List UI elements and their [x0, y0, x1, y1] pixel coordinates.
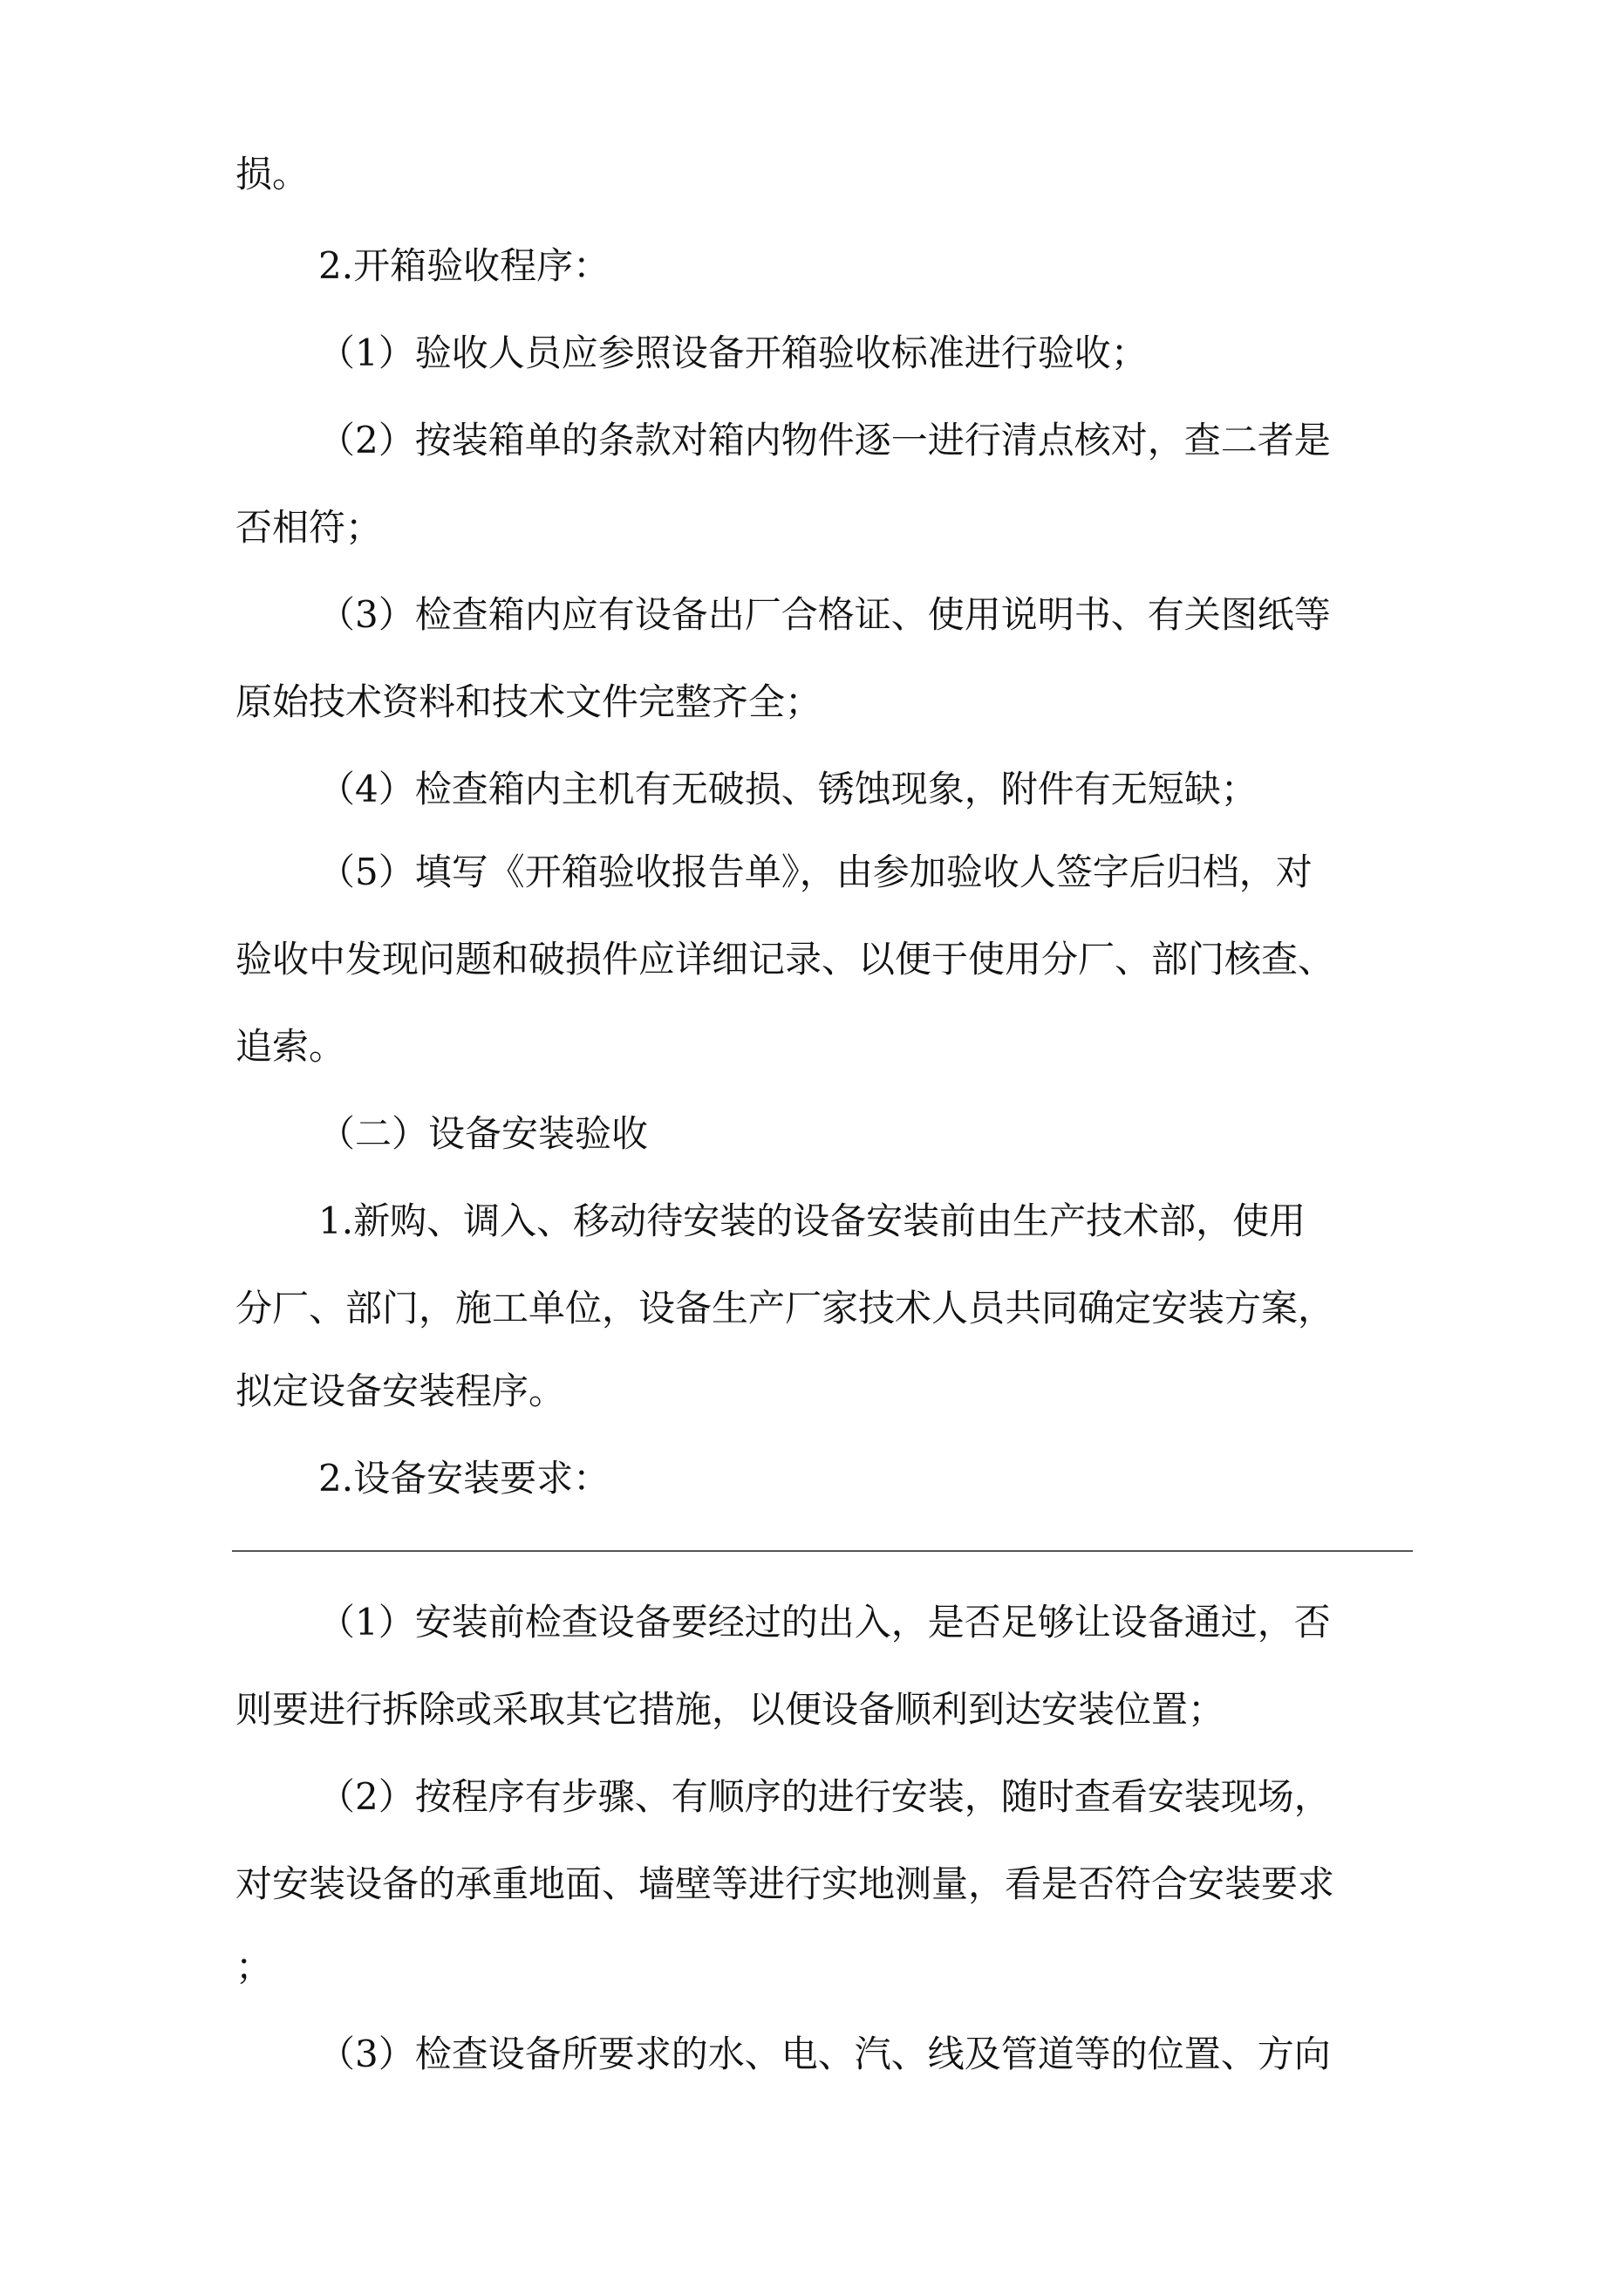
page-divider: [232, 1550, 1413, 1552]
text-line: （3）检查设备所要求的水、电、汽、线及管道等的位置、方向: [318, 2033, 1331, 2075]
text-line: 2.设备安装要求：: [318, 1457, 610, 1500]
text-line: 对安装设备的承重地面、墙壁等进行实地测量，看是否符合安装要求: [235, 1862, 1335, 1905]
text-line: 原始技术资料和技术文件完整齐全；: [235, 680, 822, 723]
text-line: 则要进行拆除或采取其它措施，以便设备顺利到达安装位置；: [235, 1688, 1225, 1731]
section-heading: （二）设备安装验收: [318, 1112, 649, 1155]
text-line: （1）安装前检查设备要经过的出入，是否足够让设备通过，否: [318, 1601, 1331, 1643]
text-line: 2.开箱验收程序：: [318, 244, 610, 287]
text-line: （3）检查箱内应有设备出厂合格证、使用说明书、有关图纸等: [318, 593, 1331, 636]
text-line: （5）填写《开箱验收报告单》，由参加验收人签字后归档，对: [318, 851, 1313, 893]
text-line: （1）验收人员应参照设备开箱验收标准进行验收；: [318, 331, 1148, 374]
text-line: 1.新购、调入、移动待安装的设备安装前由生产技术部，使用: [318, 1199, 1306, 1242]
text-line: 拟定设备安装程序。: [235, 1370, 566, 1412]
text-line: 追索。: [235, 1025, 346, 1068]
text-line: （2）按程序有步骤、有顺序的进行安装，随时查看安装现场，: [318, 1775, 1331, 1818]
text-line: 否相符；: [235, 506, 383, 549]
text-line: 分厂、部门，施工单位，设备生产厂家技术人员共同确定安装方案，: [235, 1287, 1335, 1329]
text-line: （4）检查箱内主机有无破损、锈蚀现象，附件有无短缺；: [318, 768, 1258, 810]
text-line: 损。: [235, 153, 310, 195]
text-line: ；: [235, 1945, 273, 1988]
text-line: 验收中发现问题和破损件应详细记录、以便于使用分厂、部门核查、: [235, 938, 1335, 981]
text-line: （2）按装箱单的条款对箱内物件逐一进行清点核对，查二者是: [318, 419, 1331, 461]
